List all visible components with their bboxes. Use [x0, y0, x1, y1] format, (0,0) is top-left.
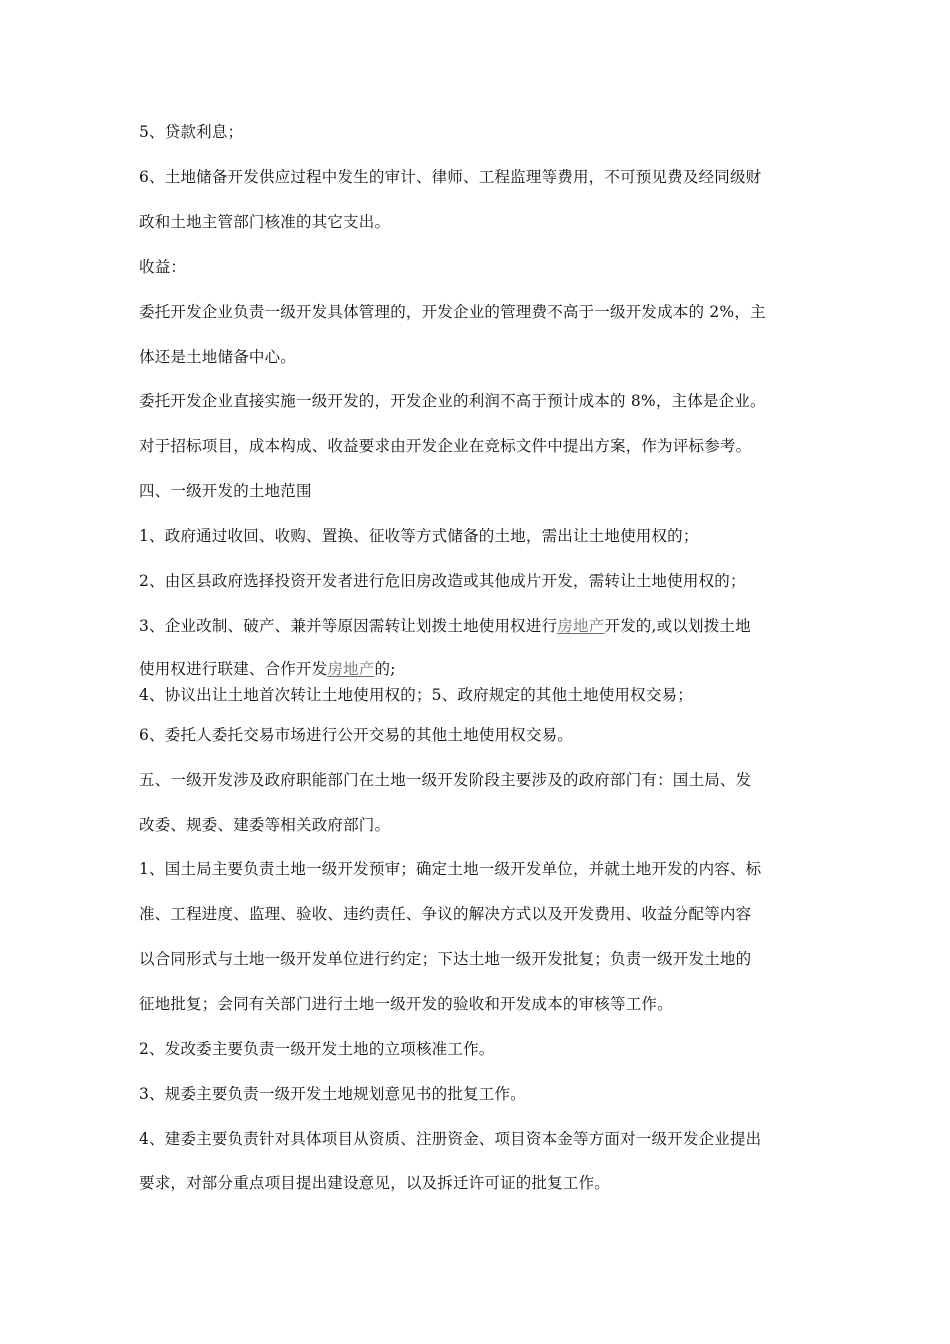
text-line: 2、发改委主要负责一级开发土地的立项核准工作。: [139, 1040, 495, 1058]
text-line: 要求，对部分重点项目提出建设意见，以及拆迁许可证的批复工作。: [139, 1174, 611, 1192]
text-line: 6、委托人委托交易市场进行公开交易的其他土地使用权交易。: [139, 726, 573, 744]
text-line: 委托开发企业直接实施一级开发的，开发企业的利润不高于预计成本的 8%，主体是企业。: [139, 392, 766, 410]
text-segment: 3、企业改制、破产、兼并等原因需转让划拨土地使用权进行: [139, 617, 558, 635]
text-line: 准、工程进度、监理、验收、违约责任、争议的解决方式以及开发费用、收益分配等内容: [139, 905, 752, 923]
text-line: 1、政府通过收回、收购、置换、征收等方式储备的土地，需出让土地使用权的；: [139, 527, 699, 545]
text-line: 体还是土地储备中心。: [139, 348, 297, 366]
text-segment: 的;: [374, 660, 396, 678]
section-heading: 收益：: [139, 258, 187, 276]
text-line: 委托开发企业负责一级开发具体管理的，开发企业的管理费不高于一级开发成本的 2%，主: [139, 303, 766, 321]
text-line-with-link: [139, 659, 396, 679]
text-line: 征地批复；会同有关部门进行土地一级开发的验收和开发成本的审核等工作。: [139, 995, 673, 1013]
section-heading: 四、一级开发的土地范围: [139, 482, 312, 500]
text-line: 4、协议出让土地首次转让土地使用权的；5、政府规定的其他土地使用权交易；: [139, 686, 693, 704]
real-estate-link[interactable]: 房地产: [327, 660, 375, 678]
text-line: 6、土地储备开发供应过程中发生的审计、律师、工程监理等费用，不可预见费及经同级财: [139, 168, 762, 186]
text-line: 对于招标项目，成本构成、收益要求由开发企业在竞标文件中提出方案，作为评标参考。: [139, 437, 752, 455]
text-line: 2、由区县政府选择投资开发者进行危旧房改造或其他成片开发，需转让土地使用权的；: [139, 572, 746, 590]
text-line-with-link: [139, 616, 751, 636]
text-line: 4、建委主要负责针对具体项目从资质、注册资金、项目资本金等方面对一级开发企业提出: [139, 1130, 762, 1148]
text-line: 以合同形式与土地一级开发单位进行约定；下达土地一级开发批复；负责一级开发土地的: [139, 950, 752, 968]
text-line: 1、国土局主要负责土地一级开发预审；确定土地一级开发单位，并就土地开发的内容、标: [139, 860, 762, 878]
text-line: 3、规委主要负责一级开发土地规划意见书的批复工作。: [139, 1085, 526, 1103]
text-segment: 开发的,或以划拨土地: [604, 617, 751, 635]
text-segment: 使用权进行联建、合作开发: [139, 660, 328, 678]
text-line: 政和土地主管部门核准的其它支出。: [139, 213, 391, 231]
text-line: 5、贷款利息；: [139, 123, 244, 141]
text-line: 改委、规委、建委等相关政府部门。: [139, 816, 391, 834]
real-estate-link[interactable]: 房地产: [557, 617, 605, 635]
section-heading: 五、一级开发涉及政府职能部门在土地一级开发阶段主要涉及的政府部门有：国土局、发: [139, 771, 752, 789]
